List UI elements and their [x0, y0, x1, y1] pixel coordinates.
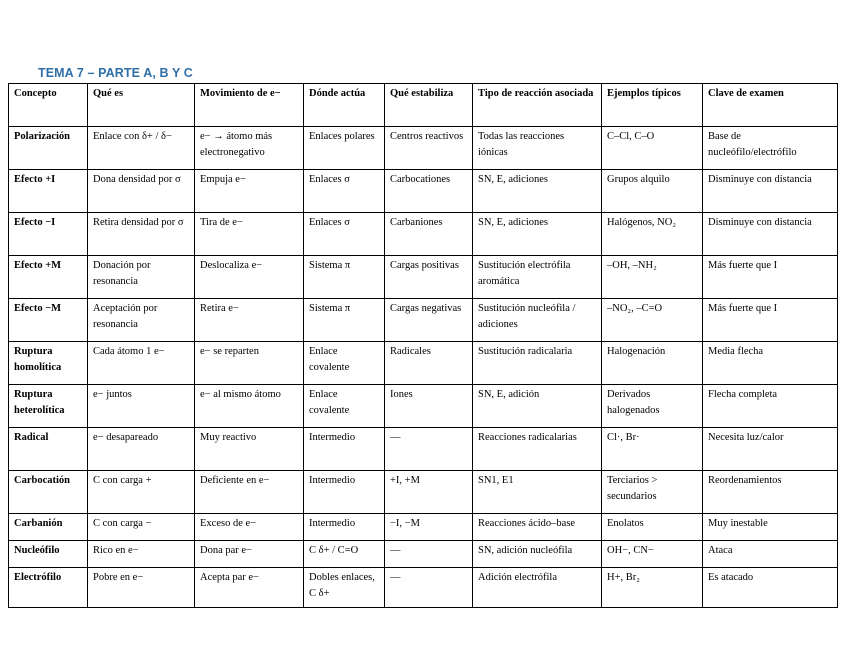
table-cell: Sustitución radicalaria [473, 342, 602, 385]
table-cell: C–Cl, C–O [602, 127, 703, 170]
column-header: Concepto [9, 84, 88, 127]
row-concept-cell: Efecto +I [9, 170, 88, 213]
table-cell: Halógenos, NO₂ [602, 213, 703, 256]
table-cell: C δ+ / C=O [304, 541, 385, 568]
table-cell: Muy reactivo [195, 428, 304, 471]
column-header: Clave de examen [703, 84, 838, 127]
table-cell: Reordenamientos [703, 471, 838, 514]
table-cell: e− → átomo más electronegativo [195, 127, 304, 170]
row-concept-cell: Efecto −M [9, 299, 88, 342]
column-header: Dónde actúa [304, 84, 385, 127]
table-row [9, 385, 838, 428]
row-concept-cell: Efecto +M [9, 256, 88, 299]
table-cell: SN, E, adiciones [473, 213, 602, 256]
table-cell: Es atacado [703, 568, 838, 608]
table-cell: Más fuerte que I [703, 299, 838, 342]
table-cell: Cl·, Br· [602, 428, 703, 471]
table-cell: e− se reparten [195, 342, 304, 385]
table-cell: — [385, 541, 473, 568]
table-cell: Necesita luz/calor [703, 428, 838, 471]
table-cell: C con carga − [88, 514, 195, 541]
table-cell: Exceso de e− [195, 514, 304, 541]
row-concept-cell: Electrófilo [9, 568, 88, 608]
table-cell: Rico en e− [88, 541, 195, 568]
table-cell: Todas las reacciones iónicas [473, 127, 602, 170]
table-cell: Deslocaliza e− [195, 256, 304, 299]
table-cell: — [385, 428, 473, 471]
table-cell: OH−, CN− [602, 541, 703, 568]
table-cell: SN1, E1 [473, 471, 602, 514]
row-concept-cell: Radical [9, 428, 88, 471]
table-row [9, 428, 838, 471]
table-cell: Iones [385, 385, 473, 428]
table-cell: Flecha completa [703, 385, 838, 428]
table-cell: Muy inestable [703, 514, 838, 541]
table-cell: Carbocationes [385, 170, 473, 213]
table-cell: Media flecha [703, 342, 838, 385]
table-cell: Carbaniones [385, 213, 473, 256]
table-cell: Pobre en e− [88, 568, 195, 608]
table-cell: Enlaces σ [304, 170, 385, 213]
table-row [9, 541, 838, 568]
column-header: Ejemplos típicos [602, 84, 703, 127]
table-row [9, 127, 838, 170]
table-cell: –NO₂, –C=O [602, 299, 703, 342]
column-header: Movimiento de e− [195, 84, 304, 127]
table-row [9, 342, 838, 385]
table-cell: Cada átomo 1 e− [88, 342, 195, 385]
table-cell: –OH, –NH₂ [602, 256, 703, 299]
table-cell: Cargas positivas [385, 256, 473, 299]
table-cell: Intermedio [304, 428, 385, 471]
row-concept-cell: Polarización [9, 127, 88, 170]
row-concept-cell: Efecto −I [9, 213, 88, 256]
table-cell: Reacciones ácido–base [473, 514, 602, 541]
table-cell: +I, +M [385, 471, 473, 514]
page-title: TEMA 7 – PARTE A, B Y C [38, 66, 193, 80]
table-cell: Halogenación [602, 342, 703, 385]
table-cell: Empuja e− [195, 170, 304, 213]
table-cell: H+, Br₂ [602, 568, 703, 608]
column-header: Qué estabiliza [385, 84, 473, 127]
table-cell: Reacciones radicalarias [473, 428, 602, 471]
row-concept-cell: Carbocatión [9, 471, 88, 514]
table-cell: Intermedio [304, 471, 385, 514]
table-cell: Grupos alquilo [602, 170, 703, 213]
table-header-row [9, 84, 838, 127]
table-row [9, 299, 838, 342]
table-row [9, 471, 838, 514]
table-cell: Donación por resonancia [88, 256, 195, 299]
row-concept-cell: Nucleófilo [9, 541, 88, 568]
table-cell: −I, −M [385, 514, 473, 541]
table-cell: SN, E, adición [473, 385, 602, 428]
row-concept-cell: Ruptura heterolítica [9, 385, 88, 428]
row-concept-cell: Ruptura homolítica [9, 342, 88, 385]
table-cell: Derivados halogenados [602, 385, 703, 428]
column-header: Tipo de reacción asociada [473, 84, 602, 127]
table-cell: Sistema π [304, 299, 385, 342]
table-cell: Retira e− [195, 299, 304, 342]
table-cell: Terciarios > secundarios [602, 471, 703, 514]
table-cell: Disminuye con distancia [703, 170, 838, 213]
table-cell: Tira de e− [195, 213, 304, 256]
table-cell: Base de nucleófilo/electrófilo [703, 127, 838, 170]
row-concept-cell: Carbanión [9, 514, 88, 541]
column-header: Qué es [88, 84, 195, 127]
table-cell: e− juntos [88, 385, 195, 428]
table-row [9, 213, 838, 256]
table-cell: Sistema π [304, 256, 385, 299]
table-cell: Adición electrófila [473, 568, 602, 608]
table-cell: Disminuye con distancia [703, 213, 838, 256]
table-cell: e− al mismo átomo [195, 385, 304, 428]
table-cell: Sustitución nucleófila / adiciones [473, 299, 602, 342]
table-cell: SN, E, adiciones [473, 170, 602, 213]
table-cell: Enlace covalente [304, 342, 385, 385]
table-cell: Aceptación por resonancia [88, 299, 195, 342]
table-cell: Dona par e− [195, 541, 304, 568]
table-cell: Deficiente en e− [195, 471, 304, 514]
table-cell: Enolatos [602, 514, 703, 541]
table-cell: SN, adición nucleófila [473, 541, 602, 568]
table-cell: Intermedio [304, 514, 385, 541]
table-cell: Enlaces polares [304, 127, 385, 170]
table-cell: — [385, 568, 473, 608]
table-cell: Sustitución electrófila aromática [473, 256, 602, 299]
table-cell: Enlace con δ+ / δ− [88, 127, 195, 170]
table-cell: C con carga + [88, 471, 195, 514]
table-cell: Más fuerte que I [703, 256, 838, 299]
table-cell: e− desapareado [88, 428, 195, 471]
table-row [9, 568, 838, 608]
concepts-table [8, 83, 838, 608]
table-cell: Enlaces σ [304, 213, 385, 256]
table-cell: Dobles enlaces, C δ+ [304, 568, 385, 608]
table-cell: Enlace covalente [304, 385, 385, 428]
table-row [9, 514, 838, 541]
table-cell: Acepta par e− [195, 568, 304, 608]
table-row [9, 256, 838, 299]
table-cell: Retira densidad por σ [88, 213, 195, 256]
table-cell: Ataca [703, 541, 838, 568]
table-cell: Radicales [385, 342, 473, 385]
table-row [9, 170, 838, 213]
table-cell: Centros reactivos [385, 127, 473, 170]
table-cell: Cargas negativas [385, 299, 473, 342]
table-cell: Dona densidad por σ [88, 170, 195, 213]
